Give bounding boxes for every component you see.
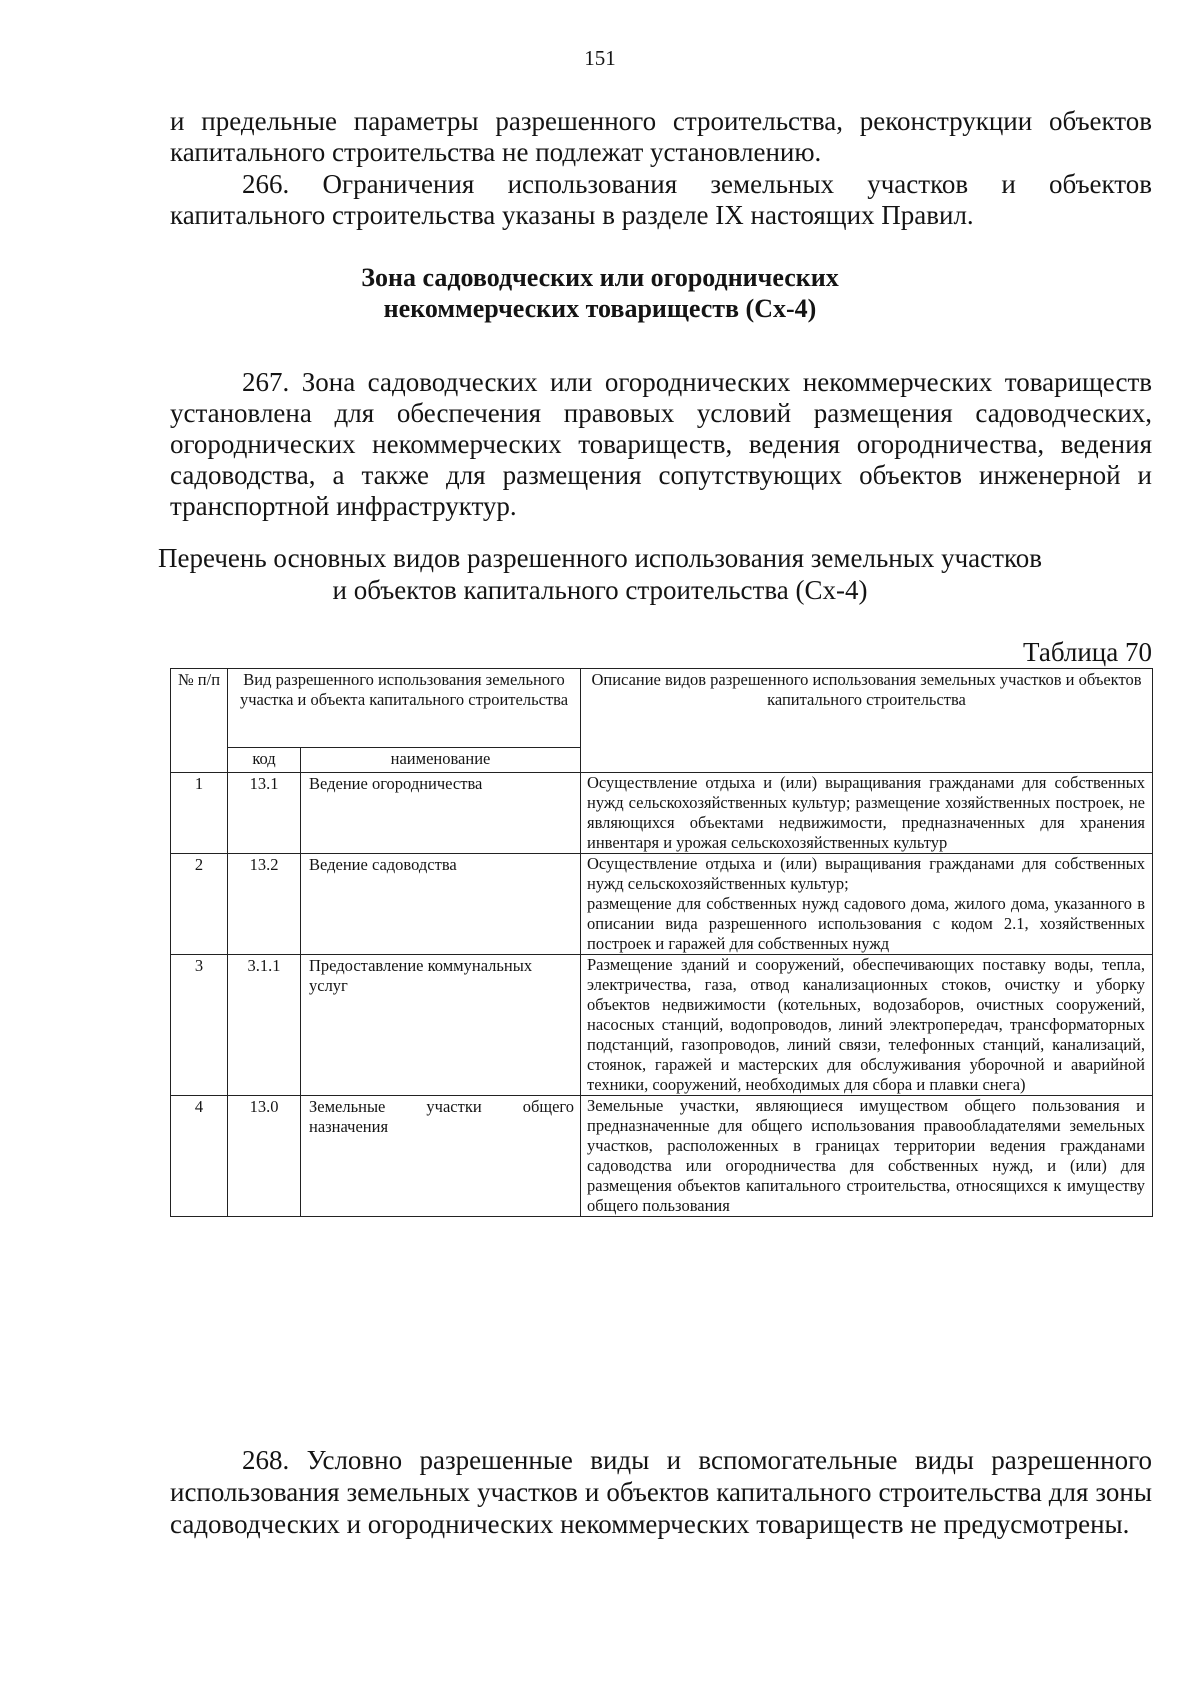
- page-number: 151: [584, 46, 616, 70]
- zone-heading-line2: некоммерческих товариществ (Сх-4): [383, 294, 817, 323]
- row-description: [581, 854, 1153, 955]
- header-code: код: [228, 748, 301, 773]
- header-description: Описание видов разрешенного использования земельных участков и объектов капитального строительства: [581, 669, 1153, 773]
- permitted-use-table: [170, 668, 1153, 1217]
- row-code: 13.0: [228, 1096, 301, 1217]
- row-code: 3.1.1: [228, 955, 301, 1096]
- row-number: 2: [171, 854, 228, 955]
- table-row: [171, 773, 1153, 854]
- row-code: 13.2: [228, 854, 301, 955]
- table-title-line1: Перечень основных видов разрешенного использования земельных участков: [158, 543, 1042, 573]
- row-code: 13.1: [228, 773, 301, 854]
- row-description: Размещение зданий и сооружений, обеспечивающих поставку воды, тепла, электричества, газа, отвод канализационных стоков, очистку и уборку объектов недвижимости (котельных, водозаборов, очистных сооружений, насосных станций, водопроводов, линий электропередач, трансформаторных подстанций, газопроводов, линий связи, телефонных станций, канализаций, стоянок, гаражей и мастерских для обслуживания уборочной и аварийной техники, сооружений, необходимых для сбора и плавки снега): [581, 955, 1153, 1096]
- row-number: 4: [171, 1096, 228, 1217]
- row-description-part1: Осуществление отдыха и (или) выращивания гражданами для собственных нужд сельскохозяйственных культур;: [587, 854, 1145, 893]
- zone-heading-line1: Зона садоводческих или огороднических: [361, 263, 839, 292]
- header-name: наименование: [301, 748, 581, 773]
- row-description: Осуществление отдыха и (или) выращивания гражданами для собственных нужд сельскохозяйственных культур; размещение хозяйственных построек, не являющихся объектами недвижимости, предназначенных для хранения инвентаря и урожая сельскохозяйственных культур: [581, 773, 1153, 854]
- paragraph-267: 267. Зона садоводческих или огороднических некоммерческих товариществ установлена для обеспечения правовых условий размещения садоводческих, огороднических некоммерческих товариществ, ведения огородничества, ведения садоводства, а также для размещения сопутствующих объектов инженерной и транспортной инфраструктур.: [170, 367, 1152, 521]
- row-name: Ведение садоводства: [301, 854, 581, 955]
- row-name: Ведение огородничества: [301, 773, 581, 854]
- row-name: Земельные участки общего назначения: [301, 1096, 581, 1217]
- table-header-row: [171, 669, 1153, 748]
- table-caption: Таблица 70: [1023, 637, 1152, 667]
- paragraph-266: 266. Ограничения использования земельных участков и объектов капитального строительства указаны в разделе IX настоящих Правил.: [170, 169, 1152, 230]
- table-title-line2: и объектов капитального строительства (Сх-4): [332, 575, 868, 605]
- paragraph-continuation: и предельные параметры разрешенного строительства, реконструкции объектов капитального строительства не подлежат установлению.: [170, 106, 1152, 167]
- row-description: Земельные участки, являющиеся имуществом общего пользования и предназначенные для общего использования правообладателями земельных участков, расположенных в границах территории ведения гражданами садоводства или огородничества для собственных нужд, и (или) для размещения объектов капитального строительства, относящихся к имуществу общего пользования: [581, 1096, 1153, 1217]
- zone-heading: [0, 262, 1200, 324]
- row-name: Предоставление коммунальных услуг: [301, 955, 581, 1096]
- row-number: 3: [171, 955, 228, 1096]
- table-row: [171, 1096, 1153, 1217]
- table-row: [171, 955, 1153, 1096]
- table-row: [171, 854, 1153, 955]
- row-description-part2: размещение для собственных нужд садового дома, жилого дома, указанного в описании вида разрешенного использования с кодом 2.1, хозяйственных построек и гаражей для собственных нужд: [587, 894, 1145, 953]
- table-title: [0, 542, 1200, 606]
- row-number: 1: [171, 773, 228, 854]
- paragraph-268: 268. Условно разрешенные виды и вспомогательные виды разрешенного использования земельных участков и объектов капитального строительства для зоны садоводческих и огороднических некоммерческих товариществ не предусмотрены.: [170, 1445, 1152, 1539]
- header-kind: Вид разрешенного использования земельного участка и объекта капитального строительства: [228, 669, 581, 748]
- header-number: № п/п: [171, 669, 228, 773]
